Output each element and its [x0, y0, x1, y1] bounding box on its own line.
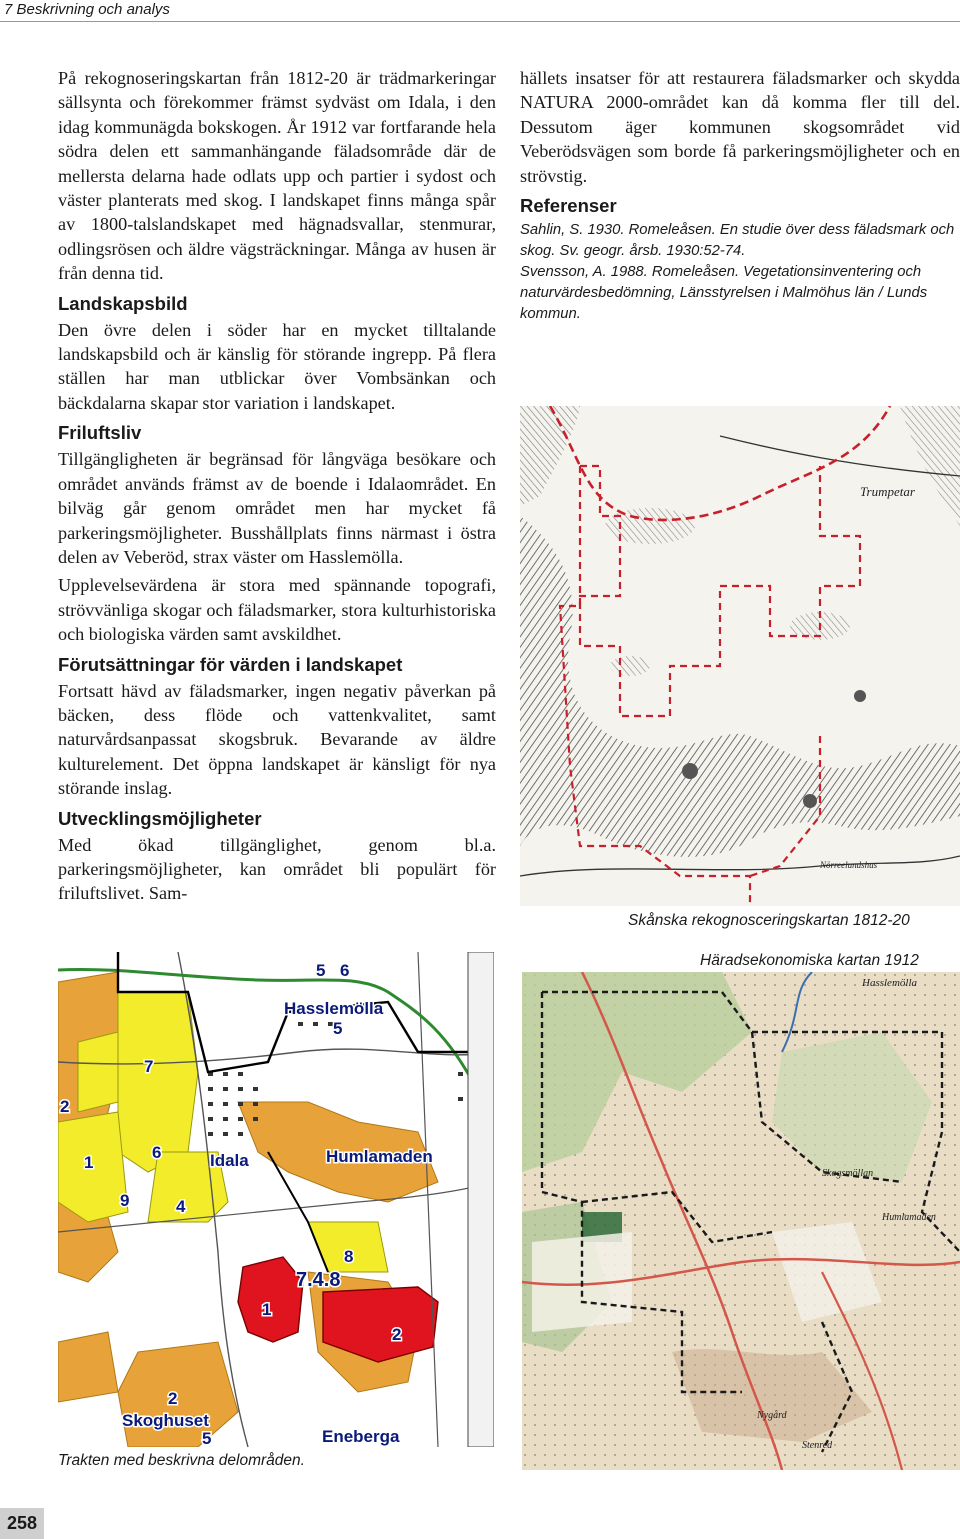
friluftsliv-heading: Friluftsliv [58, 422, 142, 444]
old-map-label: Nörreelundshus [820, 860, 878, 870]
left-column [58, 66, 496, 910]
referenser-heading: Referenser [520, 195, 617, 217]
area-map-label: 5 [333, 1019, 343, 1038]
area-map-label: Eneberga [322, 1427, 400, 1446]
economic-map [522, 972, 960, 1470]
area-map-label: 2 [168, 1389, 178, 1408]
page-number: 258 [0, 1508, 44, 1539]
area-map-label: 4 [176, 1197, 186, 1216]
area-map-label: Humlamaden [326, 1147, 433, 1166]
landskapsbild-heading: Landskapsbild [58, 292, 188, 314]
intro-paragraph: På rekognoseringskartan från 1812-20 är trädmarkeringar sällsynta och förekommer främst sydväst om Idala, i den idag kommunägda bokskogen. År 1912 var fortfarande hela södra delen ett sammanhängande fäladsområde där de mellersta delarna hade odlats upp och partier i sydost och väster planterats med skog. I landskapet finns många spår av 1800-talslandskapet med hägnadsvallar, stenmurar, odlingsrösen och äldre vägsträckningar. Många av husen är från denna tid. [58, 68, 496, 284]
area-map-label: 2 [392, 1325, 402, 1344]
area-map-label: 7 [144, 1057, 154, 1076]
landskapsbild-paragraph: Den övre delen i söder har en mycket tilltalande landskapsbild och är känslig för störande ingrepp. På flera ställen har man utblickar över Vombsänkan och bäckdalarna skapar stor variation i landskapet. [58, 319, 496, 413]
economic-map-label: Humlamaden [882, 1212, 936, 1223]
area-map-label: 6 [340, 961, 350, 980]
area-map-label: 5 [202, 1429, 212, 1447]
area-map-label: Idala [210, 1151, 249, 1170]
old-map-label: Trumpetar [860, 484, 915, 499]
area-map-label: Hasslemölla [284, 999, 384, 1018]
area-map-label: 7.4.8 [296, 1269, 341, 1291]
friluftsliv-paragraph-2: Upplevelsevärdena är stora med spännande topografi, strövvänliga skogar och fäladsmarker, stora kulturhistoriska och biologiska värden samt avskildhet. [58, 575, 496, 645]
economic-map-label: Nygård [757, 1410, 787, 1421]
friluftsliv-paragraph-1: Tillgängligheten är begränsad för långväga besökare och området används främst av de boende i Idalaområdet. En bilväg går genom området men har mycket få parkeringsmöjligheter. Busshållplats finns närmast i östra delen av Veberöd, strax väster om Hasslemölla. [58, 449, 496, 567]
area-map-label: 1 [84, 1153, 94, 1172]
right-column [520, 66, 960, 325]
reconnaissance-map [520, 406, 960, 906]
running-header [0, 0, 960, 22]
section-title: 7 Beskrivning och analys [4, 1, 170, 18]
area-map-label: 1 [262, 1300, 272, 1319]
reference-item: Sahlin, S. 1930. Romeleåsen. En studie över dess fäladsmark och skog. Sv. geogr. årsb. 1930:52-74. [520, 222, 955, 260]
area-map-label: 8 [344, 1247, 354, 1266]
area-map-label: 9 [120, 1191, 130, 1210]
map2-caption: Häradsekonomiska kartan 1912 [700, 952, 919, 969]
map1-caption: Skånska rekognosceringskartan 1812-20 [628, 912, 910, 929]
reference-item: Svensson, A. 1988. Romeleåsen. Vegetationsinventering och naturvärdesbedömning, Länsstyrelsen i Malmöhus län / Lunds kommun. [520, 264, 928, 323]
utveckling-heading: Utvecklingsmöjligheter [58, 807, 262, 829]
area-map-label: 6 [152, 1143, 162, 1162]
area-map-label: 5 [316, 961, 326, 980]
utveckling-paragraph: Med ökad tillgänglighet, genom bl.a. parkeringsmöjligheter, kan området bli populärt för friluftslivet. Sam- [58, 834, 496, 904]
map3-caption: Trakten med beskrivna delområden. [58, 1452, 305, 1469]
continued-paragraph: hällets insatser för att restaurera fäladsmarker och skydda NATURA 2000-området kan då komma fler till del. Dessutom äger kommunen skogsområdet vid Veberödsvägen som borde få parkeringsmöjligheter och en strövstig. [520, 68, 960, 186]
area-map-figure [58, 952, 494, 1447]
area-map-label: Skoghuset [122, 1411, 209, 1430]
forutsattningar-paragraph: Fortsatt hävd av fäladsmarker, ingen negativ påverkan på bäcken, dess flöde och vattenkvalitet, samt naturvårdsanpassat skogsbruk. Bevarande av äldre kulturelement. Det öppna landskapet är känsligt för nya störande inslag. [58, 680, 496, 799]
reconnaissance-map-figure [520, 406, 960, 906]
economic-map-label: Stenred [802, 1440, 833, 1451]
area-map [58, 952, 494, 1447]
area-map-label: 2 [60, 1097, 70, 1116]
economic-map-label: Hasslemölla [862, 977, 917, 989]
economic-map-label: Skogsmöllan [822, 1168, 874, 1179]
economic-map-figure [522, 972, 960, 1470]
reference-list [520, 220, 960, 325]
forutsattningar-heading: Förutsättningar för värden i landskapet [58, 653, 403, 675]
